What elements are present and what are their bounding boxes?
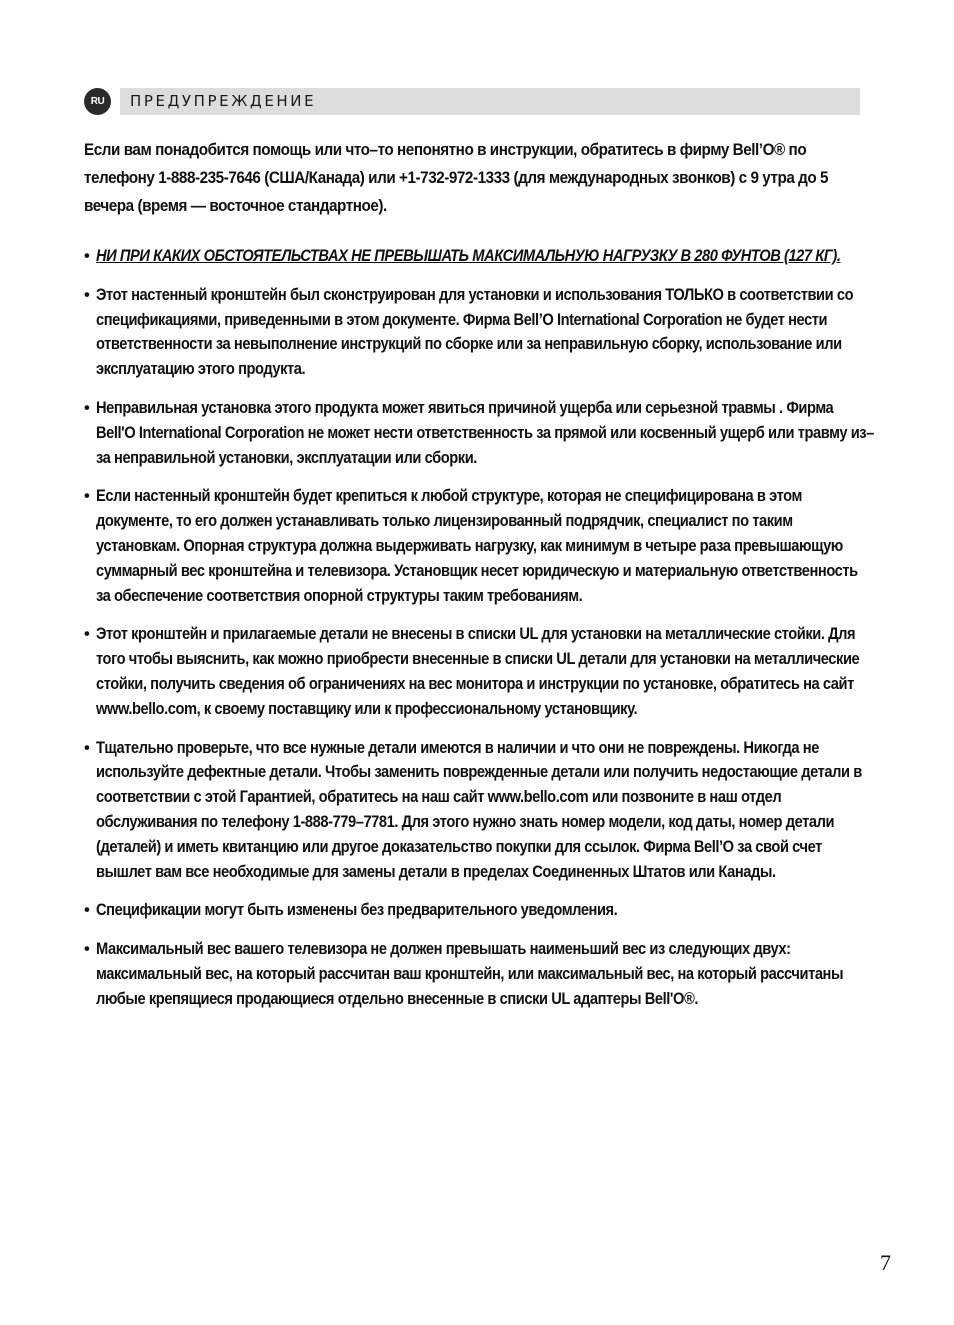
list-item: • НИ ПРИ КАКИХ ОБСТОЯТЕЛЬСТВАХ НЕ ПРЕВЫШАТЬ МАКСИМАЛЬНУЮ НАГРУЗКУ В 280 ФУНТОВ (127 КГ). [84,244,874,269]
section-title: ПРЕДУПРЕЖДЕНИЕ [130,92,317,110]
list-item: • Неправильная установка этого продукта может явиться причиной ущерба или серьезной травмы . Фирма Bell'O International Corporation не может нести ответственность за прямой или косвенный ущерб или травму из–за неправильной установки, эксплуатации или сборки. [84,396,874,470]
list-item: • Спецификации могут быть изменены без предварительного уведомления. [84,898,874,923]
list-item: • Этот кронштейн и прилагаемые детали не внесены в списки UL для установки на металлические стойки. Для того чтобы выяснить, как можно приобрести внесенные в списки UL детали для установки на металлические стойки, получить сведения об ограничениях на вес монитора и инструкции по установке, обратитесь на сайт www.bello.com, к своему поставщику или к профессиональному установщику. [84,622,874,721]
language-badge-icon: RU [84,88,111,115]
header-band [120,88,860,115]
document-body [84,136,874,1026]
list-item: • Этот настенный кронштейн был сконструирован для установки и использования ТОЛЬКО в соответствии со спецификациями, приведенными в этом документе. Фирма Bell’O International Corporation не будет нести ответственности за невыполнение инструкций по сборке или за неправильную сборку, использование или эксплуатацию этого продукта. [84,283,874,382]
list-item: • Если настенный кронштейн будет крепиться к любой структуре, которая не специфицирована в этом документе, то его должен устанавливать только лицензированный подрядчик, специалист по таким установкам. Опорная структура должна выдерживать нагрузку, как минимум в четыре раза превышающую суммарный вес кронштейна и телевизора. Установщик несет юридическую и материальную ответственность за обеспечение соответствия опорной структуры таким требованиям. [84,484,874,608]
page-number: 7 [880,1250,891,1275]
intro-paragraph: Если вам понадобится помощь или что–то непонятно в инструкции, обратитесь в фирму Bell’O® по телефону 1-888-235-7646 (США/Канада) или +1-732-972-1333 (для международных звонков) с 9 утра до 5 вечера (время — восточное стандартное). [84,140,829,215]
section-header [84,88,860,115]
list-item: • Тщательно проверьте, что все нужные детали имеются в наличии и что они не повреждены. Никогда не используйте дефектные детали. Чтобы заменить поврежденные детали или получить недостающие детали в соответствии с этой Гарантией, обратитесь на наш сайт www.bello.com или позвоните в наш отдел обслуживания по телефону 1-888-779–7781. Для этого нужно знать номер модели, код даты, номер детали (деталей) и иметь квитанцию или другое доказательство покупки для ссылок. Фирма Bell’O за свой счет вышлет вам все необходимые для замены детали в пределах Соединенных Штатов или Канады. [84,736,874,885]
list-item: • Максимальный вес вашего телевизора не должен превышать наименьший вес из следующих двух: максимальный вес, на который рассчитан ваш кронштейн, или максимальный вес, на который рассчитаны любые крепящиеся продающиеся отдельно внесенные в списки UL адаптеры Bell'O®. [84,937,874,1011]
warning-list [84,244,874,1012]
